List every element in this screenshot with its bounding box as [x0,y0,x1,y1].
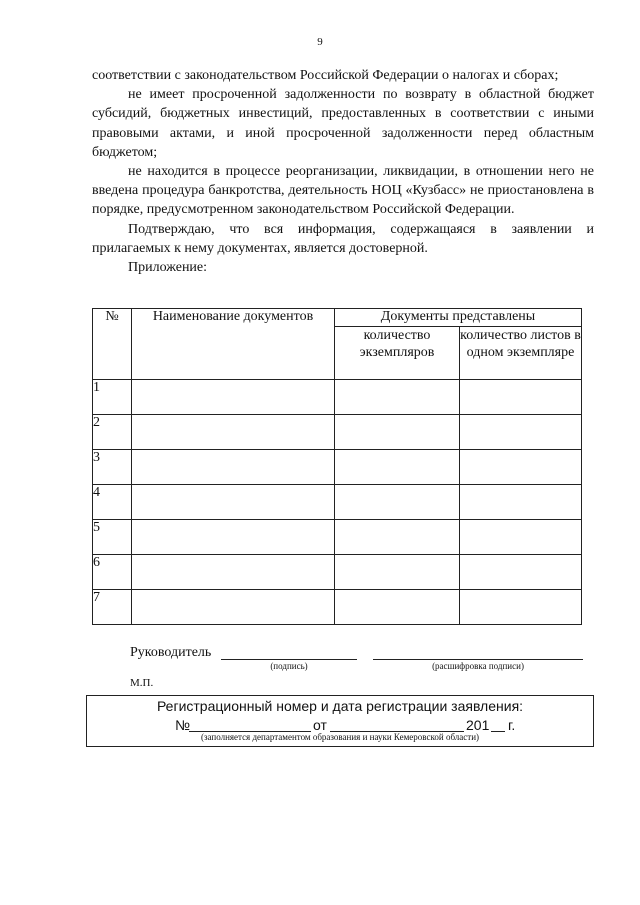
row-copies[interactable] [335,450,460,485]
row-number: 3 [93,450,132,485]
table-row [93,450,582,485]
attachment-label: Приложение: [128,260,208,276]
head-label: Руководитель [130,645,212,660]
stamp-label: М.П. [130,677,154,689]
registration-year-suffix: г. [508,717,516,733]
page-number: 9 [317,36,323,48]
registration-from-label: от [313,717,327,733]
header-number: № [93,309,132,380]
table-row [93,485,582,520]
registration-note: (заполняется департаментом образования и науки Кемеровской области) [200,732,480,742]
paragraph-confirmation: Подтверждаю, что вся информация, содержащаяся в заявлении и прилагаемых к нему документах, является достоверной. [92,221,594,256]
row-number: 7 [93,590,132,625]
row-sheets[interactable] [460,415,582,450]
row-sheets[interactable] [460,450,582,485]
row-document-name[interactable] [132,485,335,520]
signature-decoding-hint: (расшифровка подписи) [432,661,524,671]
row-copies[interactable] [335,555,460,590]
row-sheets[interactable] [460,485,582,520]
table-row [93,520,582,555]
row-sheets[interactable] [460,380,582,415]
table-row [93,415,582,450]
header-sheets-count: количество листов в одном экземпляре [460,327,582,380]
row-document-name[interactable] [132,450,335,485]
registration-title: Регистрационный номер и дата регистрации заявления: [156,698,524,714]
signature-hint: (подпись) [270,661,308,671]
body-text [92,66,594,277]
row-number: 1 [93,380,132,415]
header-documents-provided: Документы представлены [335,309,582,327]
row-number: 5 [93,520,132,555]
row-copies[interactable] [335,590,460,625]
documents-table [92,308,582,625]
row-number: 2 [93,415,132,450]
registration-number-label: № [175,717,191,733]
row-sheets[interactable] [460,555,582,590]
row-document-name[interactable] [132,555,335,590]
header-document-name: Наименование документов [132,309,335,380]
row-document-name[interactable] [132,380,335,415]
row-document-name[interactable] [132,415,335,450]
header-copies-count: количество экземпляров [335,327,460,380]
signature-decoding-line[interactable] [373,659,583,660]
registration-box [86,695,594,747]
row-number: 6 [93,555,132,590]
row-sheets[interactable] [460,520,582,555]
table-row [93,555,582,590]
table-row [93,380,582,415]
paragraph-debt: не имеет просроченной задолженности по возврату в областной бюджет субсидий, бюджетных инвестиций, предоставленных в соответствии с иными правовыми актами, и иной просроченной задолженности перед областным бюджетом; [92,87,594,160]
row-copies[interactable] [335,485,460,520]
row-copies[interactable] [335,520,460,555]
registration-year-label: 201 [466,717,490,733]
row-copies[interactable] [335,380,460,415]
row-document-name[interactable] [132,590,335,625]
paragraph-reorganization: не находится в процессе реорганизации, ликвидации, в отношении него не введена процедура банкротства, деятельность НОЦ «Кузбасс» не приостановлена в порядке, предусмотренном законодательством Российской Федерации. [92,164,594,218]
paragraph-taxes: соответствии с законодательством Российской Федерации о налогах и сборах; [92,68,559,83]
row-sheets[interactable] [460,590,582,625]
row-document-name[interactable] [132,520,335,555]
signature-line[interactable] [221,659,357,660]
row-number: 4 [93,485,132,520]
row-copies[interactable] [335,415,460,450]
table-row [93,590,582,625]
